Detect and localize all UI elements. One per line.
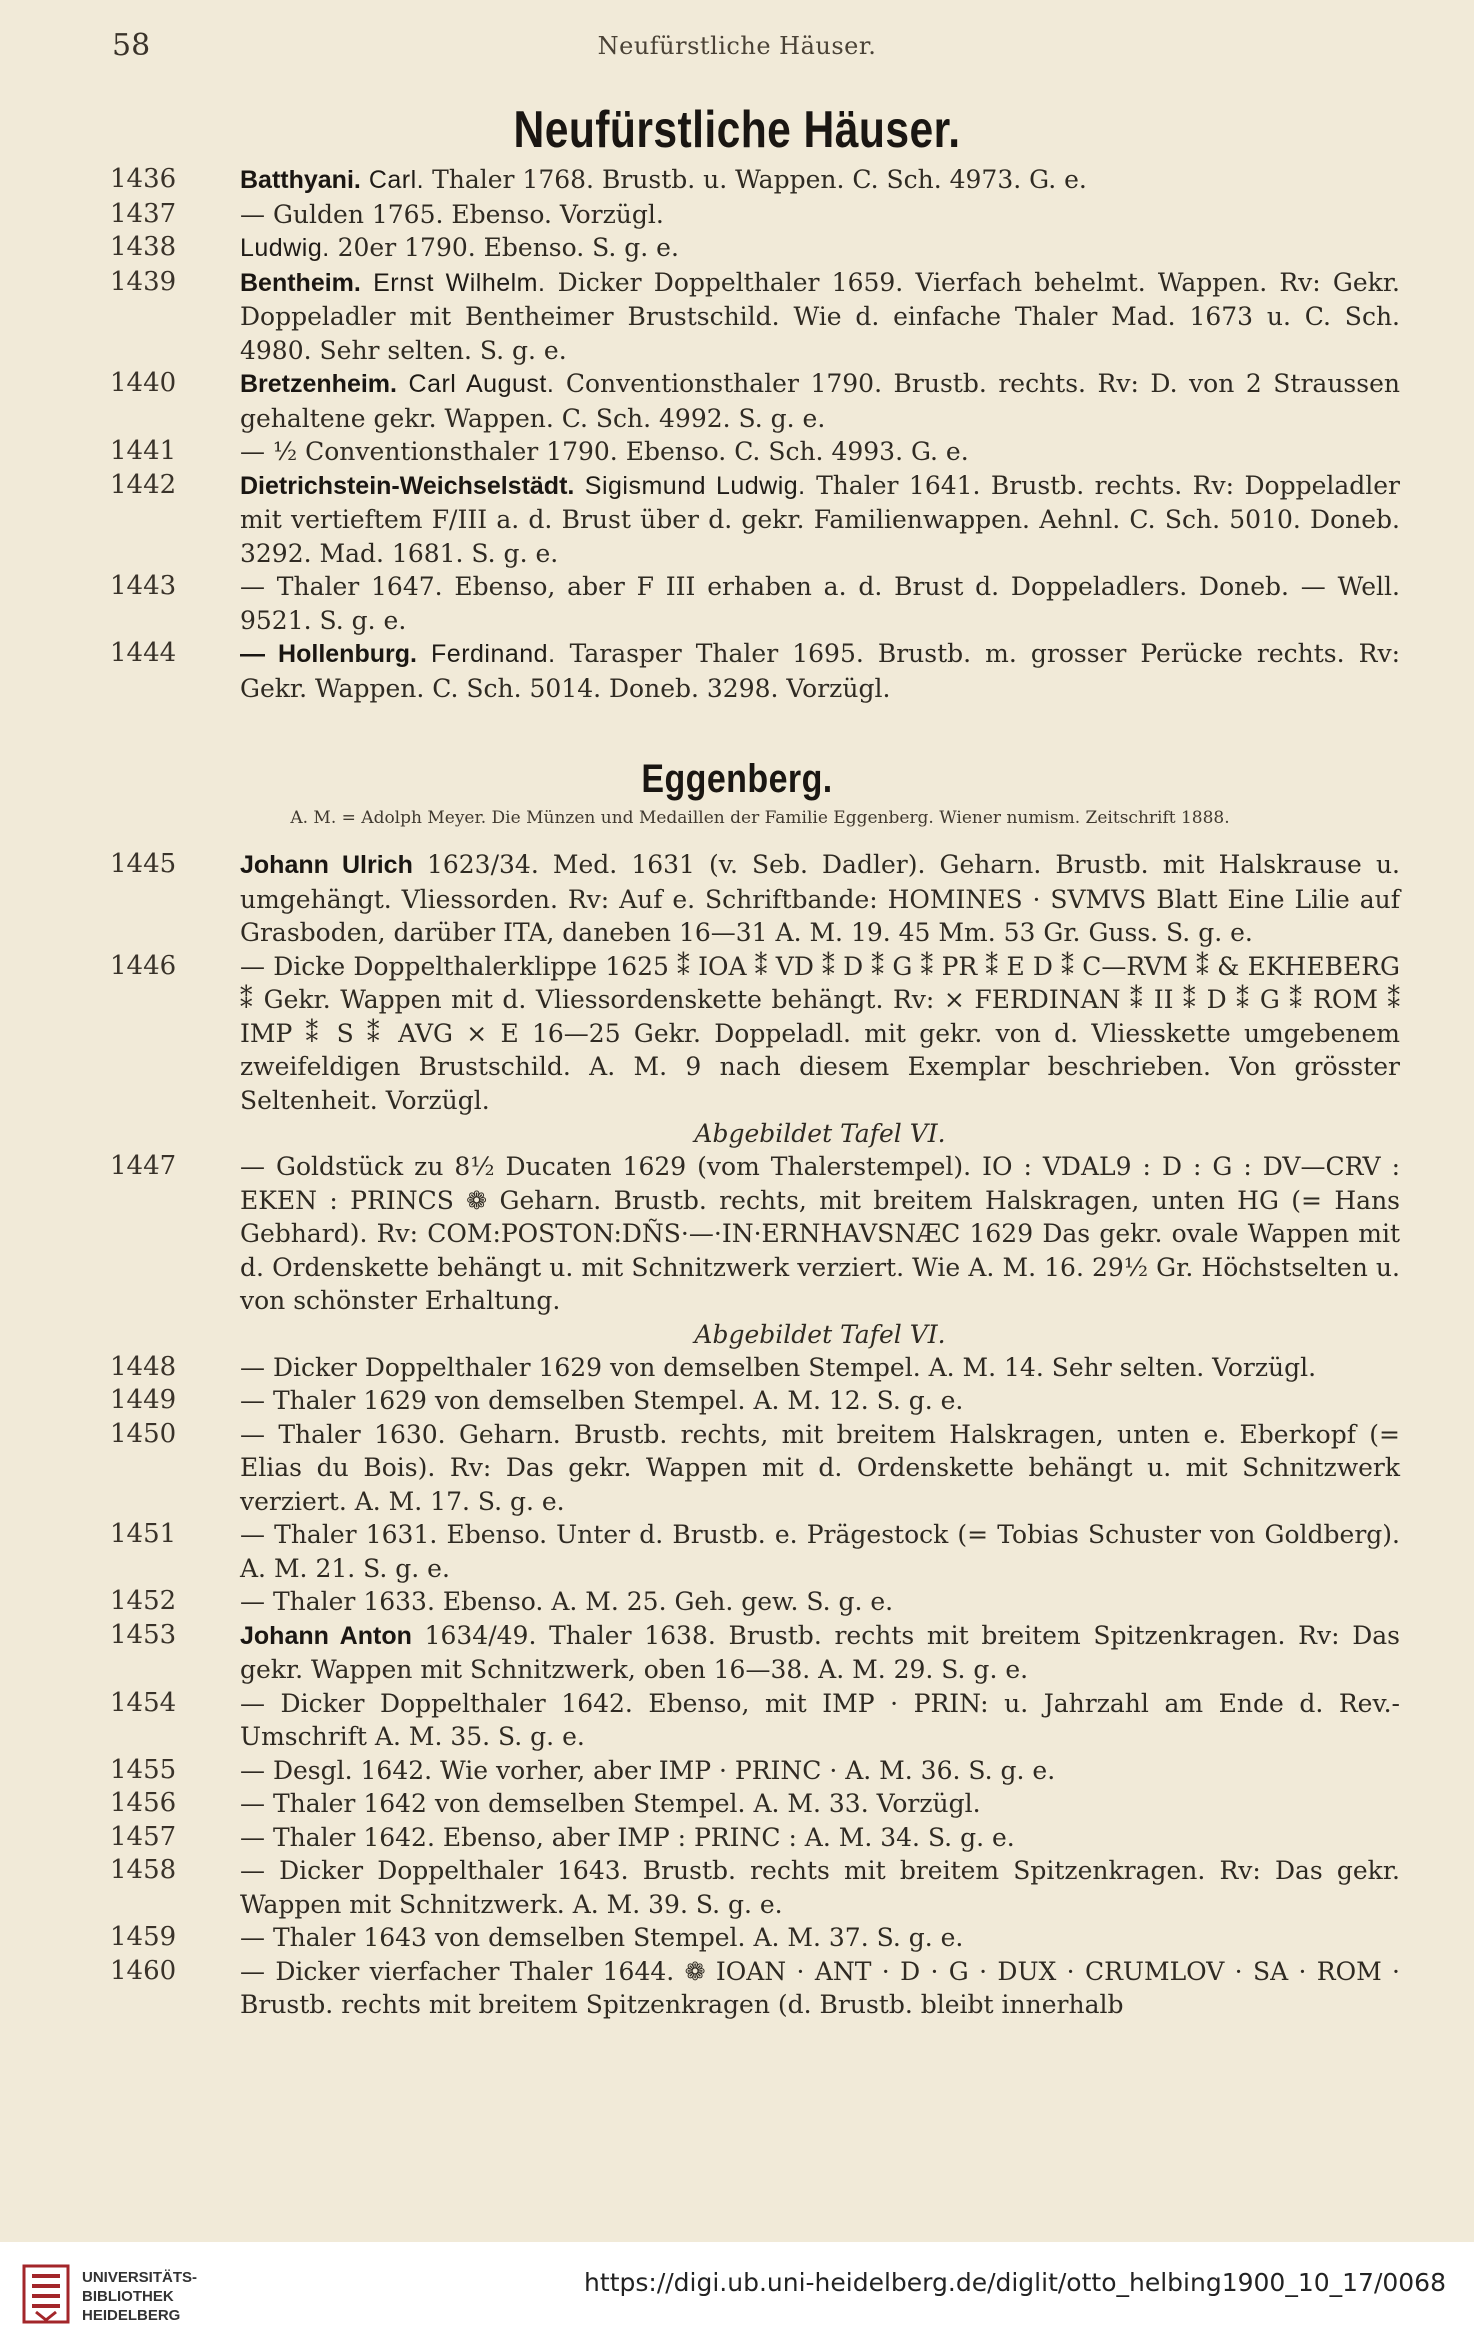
entry-number: 1442 — [110, 469, 177, 500]
entry-number: 1450 — [110, 1418, 177, 1449]
section-heading-eggenberg: Eggenberg. — [641, 757, 833, 801]
entry-description: — ½ Conventionsthaler 1790. Ebenso. C. Sch. 4993. G. e. — [240, 437, 969, 466]
logo-line: BIBLIOTHEK — [82, 2288, 174, 2305]
entry-number: 1445 — [110, 849, 177, 879]
catalog-entry — [110, 1854, 1400, 1921]
logo-line: HEIDELBERG — [82, 2307, 181, 2324]
entry-description: — Thaler 1642. Ebenso, aber IMP : PRINC : A. M. 34. S. g. e. — [240, 1822, 1015, 1852]
entry-description: — Dicke Doppelthalerklippe 1625 ⁑ IOA ⁑ VD ⁑ D ⁑ G ⁑ PR ⁑ E D ⁑ C—RVM ⁑ & EKHEBERG ⁑ Gekr. Wappen mit d. Vliessordenskette behängt. Rv: × FERDINAN ⁑ II ⁑ D ⁑ G ⁑ ROM ⁑ IMP ⁑ S ⁑ AVG × E 16—25 Gekr. Doppeladl. mit gekr. von d. Vliesskette umgebenem zweifeldigen Brustschild. A. M. 9 nach diesem Exemplar beschrieben. Von grösster Seltenheit. Vorzügl. — [240, 951, 1400, 1115]
entry-number: 1438 — [110, 232, 177, 262]
entry-body — [240, 231, 1400, 266]
catalog-entry — [110, 231, 1400, 266]
entry-ruler-name: Ferdinand. — [431, 640, 556, 668]
logo-line: UNIVERSITÄTS- — [82, 2269, 198, 2286]
entry-number: 1447 — [110, 1151, 177, 1181]
catalog-entry — [110, 1585, 1400, 1619]
catalog-entry — [110, 1150, 1400, 1318]
entry-list-section2 — [110, 848, 1400, 2022]
catalog-entry — [110, 1787, 1400, 1821]
entry-body — [240, 1754, 1400, 1788]
entry-house-name: — Hollenburg. — [240, 640, 417, 668]
catalog-entry — [110, 1821, 1400, 1855]
entry-body — [240, 1955, 1400, 2022]
entry-description: — Thaler 1633. Ebenso. A. M. 25. Geh. gew. S. g. e. — [240, 1587, 894, 1616]
entry-number: 1459 — [110, 1922, 177, 1952]
entry-number: 1456 — [110, 1788, 177, 1818]
plate-reference: Abgebildet Tafel VI. — [694, 1119, 946, 1148]
entry-house-name: Bentheim. — [240, 268, 361, 297]
entry-description: — Thaler 1643 von demselben Stempel. A. M. 37. S. g. e. — [240, 1923, 964, 1952]
entry-body — [240, 570, 1400, 637]
entry-body — [240, 198, 1400, 232]
entry-number: 1443 — [110, 571, 177, 601]
entry-number: 1439 — [110, 266, 177, 297]
catalog-entry — [110, 435, 1400, 469]
entry-number: 1452 — [110, 1586, 177, 1616]
section-note: A. M. = Adolph Meyer. Die Münzen und Medaillen der Familie Eggenberg. Wiener numism. Zeitschrift 1888. — [290, 808, 1230, 828]
entry-body — [240, 637, 1400, 705]
entry-description: Thaler 1768. Brustb. u. Wappen. C. Sch. 4973. G. e. — [432, 165, 1087, 194]
entry-ruler-name: Ludwig. — [240, 234, 330, 262]
entry-body — [240, 1418, 1400, 1519]
section-heading-neufuerstliche: Neufürstliche Häuser. — [513, 101, 961, 159]
entry-number: 1448 — [110, 1351, 177, 1382]
footer-bar — [0, 2242, 1474, 2342]
entry-body — [240, 1585, 1400, 1619]
catalog-entry — [110, 1955, 1400, 2022]
entry-body — [240, 163, 1400, 198]
plate-reference: Abgebildet Tafel VI. — [694, 1319, 946, 1349]
entry-description: — Dicker Doppelthaler 1643. Brustb. rechts mit breitem Spitzenkragen. Rv: Das gekr. Wappen mit Schnitzwerk. A. M. 39. S. g. e. — [240, 1856, 1400, 1919]
entry-number: 1436 — [110, 164, 177, 194]
entry-ruler-name: Sigismund Ludwig. — [584, 471, 806, 500]
catalog-entry — [110, 266, 1400, 368]
catalog-entry — [110, 1384, 1400, 1418]
catalog-entry — [110, 367, 1400, 435]
entry-body — [240, 1787, 1400, 1821]
catalog-entry — [110, 1518, 1400, 1585]
entry-description: 1634/49. Thaler 1638. Brustb. rechts mit breitem Spitzenkragen. Rv: Das gekr. Wappen mit Schnitzwerk, oben 16—38. A. M. 29. S. g. e. — [240, 1620, 1401, 1684]
entry-number: 1440 — [110, 368, 177, 398]
entry-description: — Dicker vierfacher Thaler 1644. ❁ IOAN · ANT · D · G · DUX · CRUMLOV · SA · ROM · Brustb. rechts mit breitem Spitzenkragen (d. Brustb. bleibt innerhalb — [240, 1956, 1400, 2019]
entry-house-name: Dietrichstein-Weichselstädt. — [240, 471, 575, 500]
entry-ruler-name: Ernst Wilhelm. — [373, 268, 546, 297]
entry-description: — Goldstück zu 8½ Ducaten 1629 (vom Thalerstempel). IO : VDAL9 : D : G : DV—CRV : EKEN : PRINCS ❁ Geharn. Brustb. rechts, mit breitem Halskragen, unten HG (= Hans Gebhard). Rv: COM:POSTON:DÑS·—·IN·ERNHAVSNÆC 1629 Das gekr. ovale Wappen mit d. Ordenskette behängt u. mit Schnitzwerk verziert. Wie A. M. 16. 29½ Gr. Höchstselten u. von schönster Erhaltung. — [240, 1152, 1400, 1315]
entry-list-section1 — [110, 163, 1400, 705]
page-number: 58 — [112, 28, 151, 63]
catalog-entry — [110, 1687, 1400, 1754]
entry-house-name: Johann Anton — [240, 1621, 412, 1650]
catalog-entry — [110, 1921, 1400, 1955]
catalog-entry — [110, 1351, 1400, 1385]
entry-description: — Dicker Doppelthaler 1629 von demselben Stempel. A. M. 14. Sehr selten. Vorzügl. — [240, 1352, 1317, 1382]
entry-body — [240, 435, 1400, 469]
catalog-entry — [110, 637, 1400, 705]
entry-number: 1451 — [110, 1519, 177, 1549]
entry-body — [240, 1854, 1400, 1921]
entry-number: 1444 — [110, 638, 177, 668]
entry-body — [240, 367, 1400, 435]
entry-description: — Thaler 1647. Ebenso, aber F III erhaben a. d. Brust d. Doppeladlers. Doneb. — Well. 9521. S. g. e. — [240, 572, 1400, 635]
entry-description: — Dicker Doppelthaler 1642. Ebenso, mit IMP · PRIN: u. Jahrzahl am Ende d. Rev.-Umschrift A. M. 35. S. g. e. — [240, 1688, 1400, 1751]
entry-body — [240, 1384, 1400, 1418]
entry-body — [240, 1619, 1400, 1687]
catalog-entry — [110, 950, 1400, 1118]
entry-description: — Gulden 1765. Ebenso. Vorzügl. — [240, 199, 664, 229]
catalog-entry — [110, 469, 1400, 571]
entry-ruler-name: Carl. — [368, 166, 425, 194]
entry-number: 1455 — [110, 1754, 177, 1785]
entry-number: 1449 — [110, 1385, 177, 1415]
running-head — [0, 28, 1474, 68]
entry-description: — Thaler 1631. Ebenso. Unter d. Brustb. e. Prägestock (= Tobias Schuster von Goldberg). A. M. 21. S. g. e. — [240, 1520, 1400, 1583]
entry-description: — Thaler 1642 von demselben Stempel. A. M. 33. Vorzügl. — [240, 1789, 981, 1818]
library-logo-text — [82, 2268, 197, 2325]
entry-house-name: Johann Ulrich — [240, 851, 413, 879]
entry-house-name: Bretzenheim. — [240, 370, 397, 398]
entry-description: 1623/34. Med. 1631 (v. Seb. Dadler). Geharn. Brustb. mit Halskrause u. umgehängt. Vliessorden. Rv: Auf e. Schriftbande: HOMINES · SVMVS Blatt Eine Lilie auf Grasboden, darüber ITA, daneben 16—31 A. M. 19. 45 Mm. 53 Gr. Guss. S. g. e. — [240, 850, 1400, 947]
entry-description: — Thaler 1630. Geharn. Brustb. rechts, mit breitem Halskragen, unten e. Eberkopf (= Elias du Bois). Rv: Das gekr. Wappen mit d. Ordenskette behängt u. mit Schnitzwerk verziert. A. M. 17. S. g. e. — [240, 1419, 1400, 1516]
catalog-entry — [110, 198, 1400, 232]
catalog-entry — [110, 570, 1400, 637]
entry-body — [240, 1150, 1400, 1318]
entry-body — [240, 1921, 1400, 1955]
library-logo[interactable] — [20, 2254, 320, 2334]
entry-description: Thaler 1641. Brustb. rechts. Rv: Doppeladler mit vertieftem F/III a. d. Brust über d. gekr. Familienwappen. Aehnl. C. Sch. 5010. Doneb. 3292. Mad. 1681. S. g. e. — [240, 470, 1401, 568]
catalog-entry — [110, 1418, 1400, 1519]
running-title: Neufürstliche Häuser. — [597, 32, 877, 60]
entry-description: — Desgl. 1642. Wie vorher, aber IMP · PRINC · A. M. 36. S. g. e. — [240, 1755, 1056, 1785]
entry-body — [240, 1518, 1400, 1585]
entry-body — [240, 848, 1400, 950]
entry-number: 1457 — [110, 1821, 177, 1852]
entry-description: Conventionsthaler 1790. Brustb. rechts. Rv: D. von 2 Straussen gehaltene gekr. Wappen. C. Sch. 4992. S. g. e. — [240, 369, 1400, 433]
catalog-entry — [110, 1754, 1400, 1788]
entry-body — [240, 1687, 1400, 1754]
entry-description: Dicker Doppelthaler 1659. Vierfach behelmt. Wappen. Rv: Gekr. Doppeladler mit Bentheimer Brustschild. Wie d. einfache Thaler Mad. 1673 u. C. Sch. 4980. Sehr selten. S. g. e. — [240, 267, 1400, 365]
catalog-entry — [110, 163, 1400, 198]
entry-number: 1454 — [110, 1687, 177, 1718]
entry-description: — Thaler 1629 von demselben Stempel. A. M. 12. S. g. e. — [240, 1386, 964, 1415]
entry-number: 1453 — [110, 1619, 177, 1650]
entry-ruler-name: Carl August. — [408, 370, 555, 398]
entry-body — [240, 950, 1400, 1118]
source-url-link[interactable]: https://digi.ub.uni-heidelberg.de/diglit/otto_helbing1900_10_17/0068 — [584, 2268, 1446, 2297]
entry-number: 1437 — [110, 198, 177, 229]
catalog-entry — [110, 848, 1400, 950]
catalog-entry — [110, 1619, 1400, 1687]
entry-number: 1460 — [110, 1955, 177, 1986]
entry-body — [240, 1351, 1400, 1385]
entry-number: 1446 — [110, 950, 177, 981]
entry-number: 1458 — [110, 1855, 177, 1885]
entry-body — [240, 469, 1400, 571]
entry-body — [240, 1821, 1400, 1855]
entry-house-name: Batthyani. — [240, 166, 361, 194]
entry-description: 20er 1790. Ebenso. S. g. e. — [337, 233, 679, 262]
entry-body — [240, 266, 1400, 368]
entry-number: 1441 — [110, 436, 177, 466]
library-logo-icon — [20, 2262, 72, 2326]
entry-description: Tarasper Thaler 1695. Brustb. m. grosser Perücke rechts. Rv: Gekr. Wappen. C. Sch. 5014. Doneb. 3298. Vorzügl. — [240, 639, 1401, 703]
